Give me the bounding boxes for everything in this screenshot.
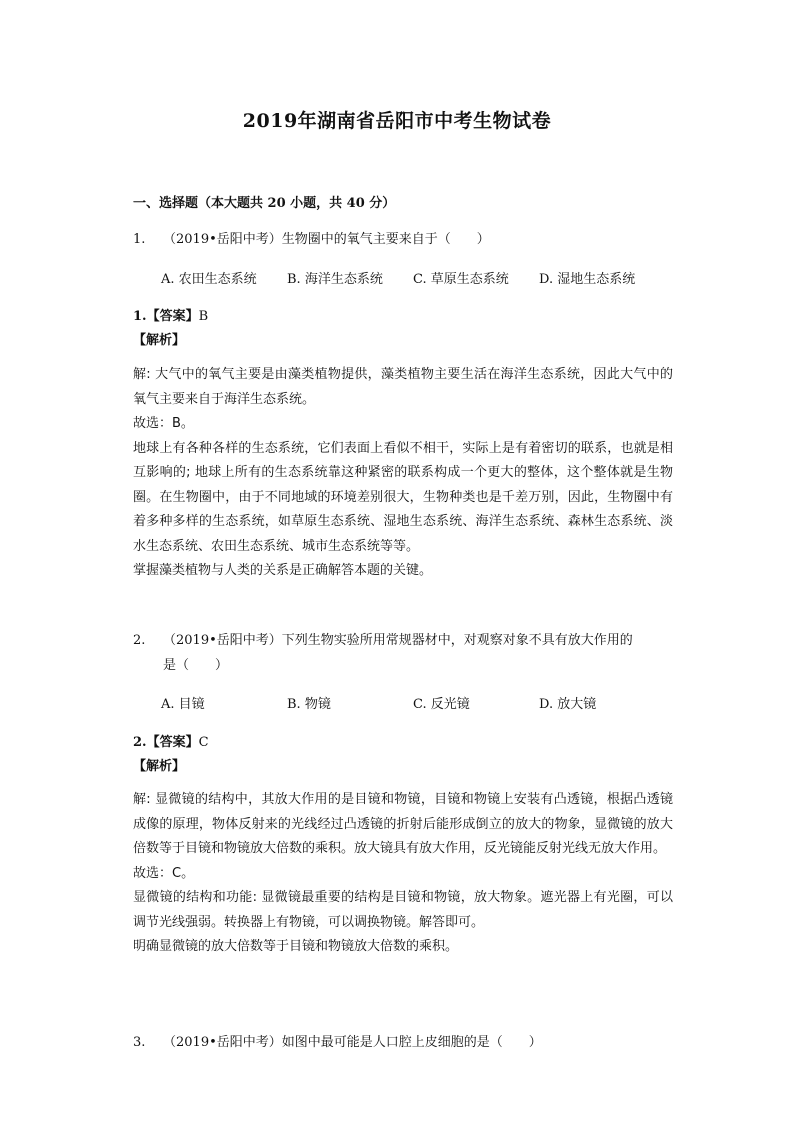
question-1-analysis-label: 【解析】 (133, 333, 186, 348)
question-source: （2019•岳阳中考） (163, 232, 282, 247)
analysis-paragraph: 解: 显微镜的结构中，其放大作用的是目镜和物镜，目镜和物镜上安装有凸透镜，根据凸透镜成像的原理，物体反射来的光线经过凸透镜的折射后能形成倒立的放大的物象，显微镜的放大倍数等于目镜和物镜放大倍数的乘积。放大镜具有放大作用，反光镜能反射光线无放大作用。 (133, 792, 673, 856)
question-1-analysis (133, 363, 673, 584)
option-a: A. 农田生态系统 (161, 272, 257, 287)
analysis-paragraph: 掌握藻类植物与人类的关系是正确解答本题的关键。 (133, 563, 433, 578)
question-number: 3. (133, 1035, 146, 1050)
question-source: （2019•岳阳中考） (163, 1035, 282, 1050)
question-source: （2019•岳阳中考） (163, 633, 282, 648)
analysis-paragraph: 明确显微镜的放大倍数等于目镜和物镜放大倍数的乘积。 (133, 939, 459, 954)
answer-value: C (198, 735, 209, 750)
question-text: 如图中最可能是人口腔上皮细胞的是（ ） (281, 1035, 542, 1050)
question-text: 下列生物实验所用常规器材中，对观察对象不具有放大作用的 (281, 633, 633, 648)
option-c: C. 反光镜 (413, 697, 470, 712)
option-d: D. 放大镜 (539, 697, 597, 712)
analysis-paragraph: 地球上有各种各样的生态系统，它们表面上看似不相干，实际上是有着密切的联系，也就是相互影响的; 地球上所有的生态系统靠这种紧密的联系构成一个更大的整体，这个整体就是生物圈。在生物圈中，由于不同地域的环境差别很大，生物种类也是千差万别，因此，生物圈中有着多种多样的生态系统，如草原生态系统、湿地生态系统、海洋生态系统、森林生态系统、淡水生态系统、农田生态系统、城市生态系统等等。 (133, 440, 673, 554)
question-number: 1. (133, 232, 146, 247)
question-2-analysis (133, 788, 673, 960)
answer-label: 2.【答案】 (133, 735, 199, 750)
question-text: 生物圈中的氧气主要来自于（ ） (281, 232, 490, 247)
option-c: C. 草原生态系统 (413, 272, 509, 287)
question-1-stem (133, 227, 673, 252)
option-a: A. 目镜 (161, 697, 205, 712)
question-2-options (161, 693, 665, 712)
question-2-answer (133, 731, 209, 750)
page-title: 2019年湖南省岳阳市中考生物试卷 (242, 110, 552, 132)
analysis-paragraph: 显微镜的结构和功能: 显微镜最重要的结构是目镜和物镜，放大物象。遮光器上有光圈，可以调节光线强弱。转换器上有物镜，可以调换物镜。解答即可。 (133, 890, 673, 930)
analysis-paragraph: 故选：C。 (133, 865, 195, 881)
question-2-stem (133, 628, 673, 678)
option-b: B. 海洋生态系统 (287, 272, 383, 287)
question-1-options (161, 268, 665, 287)
analysis-paragraph: 故选：B。 (133, 416, 194, 431)
answer-value: B (198, 309, 209, 324)
analysis-paragraph: 解: 大气中的氧气主要是由藻类植物提供，藻类植物主要生活在海洋生态系统，因此大气中的氧气主要来自于海洋生态系统。 (133, 367, 673, 407)
option-b: B. 物镜 (287, 697, 331, 712)
question-2-analysis-label: 【解析】 (133, 759, 186, 774)
question-3-stem (133, 1030, 673, 1055)
question-text-continued: 是（ ） (163, 658, 229, 673)
question-1-answer (133, 305, 208, 324)
option-d: D. 湿地生态系统 (539, 272, 636, 287)
answer-label: 1.【答案】 (133, 309, 199, 324)
section-heading: 一、选择题（本大题共 20 小题，共 40 分） (133, 196, 396, 211)
question-number: 2. (133, 633, 146, 648)
